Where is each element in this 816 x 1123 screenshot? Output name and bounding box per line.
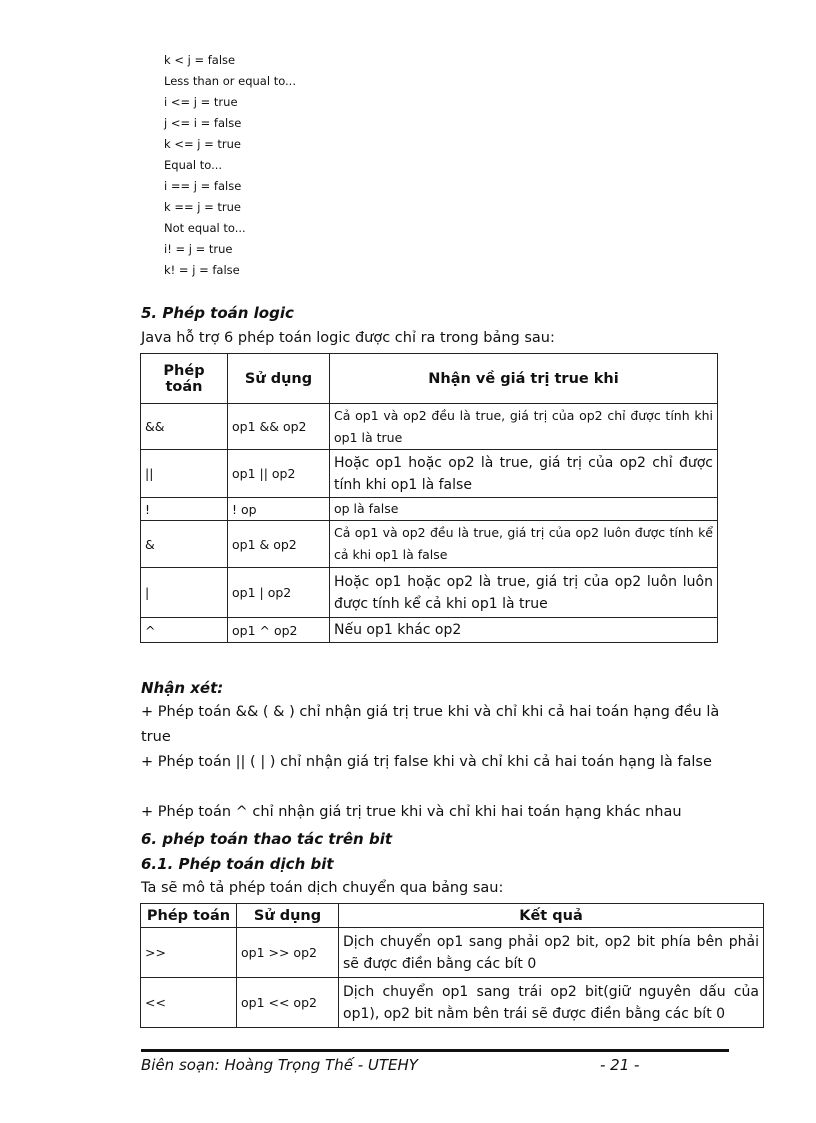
footer-author: Biên soạn: Hoàng Trọng Thế - UTEHY — [141, 1056, 418, 1074]
usage-cell: op1 ^ op2 — [228, 618, 330, 643]
logic-operators-table — [140, 353, 718, 643]
description-cell: Cả op1 và op2 đều là true, giá trị của op2 luôn được tính kể cả khi op1 là false — [330, 521, 718, 568]
description-cell: Hoặc op1 hoặc op2 là true, giá trị của op2 chỉ được tính khi op1 là false — [330, 450, 718, 498]
header-cell: Nhận về giá trị true khi — [330, 354, 718, 404]
usage-cell: op1 || op2 — [228, 450, 330, 498]
remark-1: + Phép toán && ( & ) chỉ nhận giá trị true khi và chỉ khi cả hai toán hạng đều là true — [141, 704, 720, 745]
bit-shift-table — [140, 903, 764, 1028]
header-cell: Kết quả — [339, 904, 764, 928]
section-6-heading: 6. phép toán thao tác trên bit — [141, 830, 393, 848]
page-number: - 21 - — [600, 1056, 640, 1074]
operator-cell: || — [141, 450, 228, 498]
description-cell: op là false — [330, 498, 718, 521]
operator-cell: ! — [141, 498, 228, 521]
description-cell: Nếu op1 khác op2 — [330, 618, 718, 643]
code-line: Less than or equal to... — [164, 74, 296, 88]
remark-2: + Phép toán || ( | ) chỉ nhận giá trị false khi và chỉ khi cả hai toán hạng là false — [141, 754, 712, 770]
code-line: k <= j = true — [164, 137, 241, 151]
table-row — [141, 498, 718, 521]
table-row — [141, 928, 764, 978]
code-line: k! = j = false — [164, 263, 240, 277]
table-row — [141, 978, 764, 1028]
code-line: Equal to... — [164, 158, 223, 172]
usage-cell: op1 << op2 — [237, 978, 339, 1028]
operator-cell: & — [141, 521, 228, 568]
table-header-row — [141, 904, 764, 928]
usage-cell: op1 >> op2 — [237, 928, 339, 978]
section-5-heading: 5. Phép toán logic — [141, 304, 294, 322]
operator-cell: | — [141, 568, 228, 618]
description-cell: Cả op1 và op2 đều là true, giá trị của op2 chỉ được tính khi op1 là true — [330, 404, 718, 450]
code-output — [164, 50, 296, 281]
remarks-heading: Nhận xét: — [141, 679, 224, 697]
usage-cell: ! op — [228, 498, 330, 521]
code-line: i <= j = true — [164, 95, 238, 109]
code-line: j <= i = false — [164, 116, 242, 130]
table-row — [141, 521, 718, 568]
table-row — [141, 404, 718, 450]
usage-cell: op1 & op2 — [228, 521, 330, 568]
operator-cell: << — [141, 978, 237, 1028]
table-row — [141, 568, 718, 618]
header-cell: Phép toán — [141, 904, 237, 928]
operator-cell: && — [141, 404, 228, 450]
header-cell: Phép toán — [141, 354, 228, 404]
table-row — [141, 450, 718, 498]
operator-cell: ^ — [141, 618, 228, 643]
table-row — [141, 618, 718, 643]
usage-cell: op1 | op2 — [228, 568, 330, 618]
section-5-intro: Java hỗ trợ 6 phép toán logic được chỉ ra trong bảng sau: — [141, 330, 555, 346]
header-cell: Sử dụng — [237, 904, 339, 928]
section-6-1-heading: 6.1. Phép toán dịch bit — [141, 855, 334, 873]
table-header-row — [141, 354, 718, 404]
description-cell: Hoặc op1 hoặc op2 là true, giá trị của op2 luôn luôn được tính kể cả khi op1 là true — [330, 568, 718, 618]
description-cell: Dịch chuyển op1 sang phải op2 bit, op2 bit phía bên phải sẽ được điền bằng các bít 0 — [339, 928, 764, 978]
code-line: Not equal to... — [164, 221, 246, 235]
section-6-intro: Ta sẽ mô tả phép toán dịch chuyển qua bảng sau: — [141, 880, 504, 896]
code-line: k < j = false — [164, 53, 236, 67]
code-line: i! = j = true — [164, 242, 233, 256]
footer-divider — [141, 1049, 729, 1052]
code-line: i == j = false — [164, 179, 242, 193]
code-line: k == j = true — [164, 200, 241, 214]
remark-3: + Phép toán ^ chỉ nhận giá trị true khi và chỉ khi hai toán hạng khác nhau — [141, 804, 682, 820]
description-cell: Dịch chuyển op1 sang trái op2 bit(giữ nguyên dấu của op1), op2 bit nằm bên trái sẽ được điền bằng các bít 0 — [339, 978, 764, 1028]
usage-cell: op1 && op2 — [228, 404, 330, 450]
header-cell: Sử dụng — [228, 354, 330, 404]
operator-cell: >> — [141, 928, 237, 978]
